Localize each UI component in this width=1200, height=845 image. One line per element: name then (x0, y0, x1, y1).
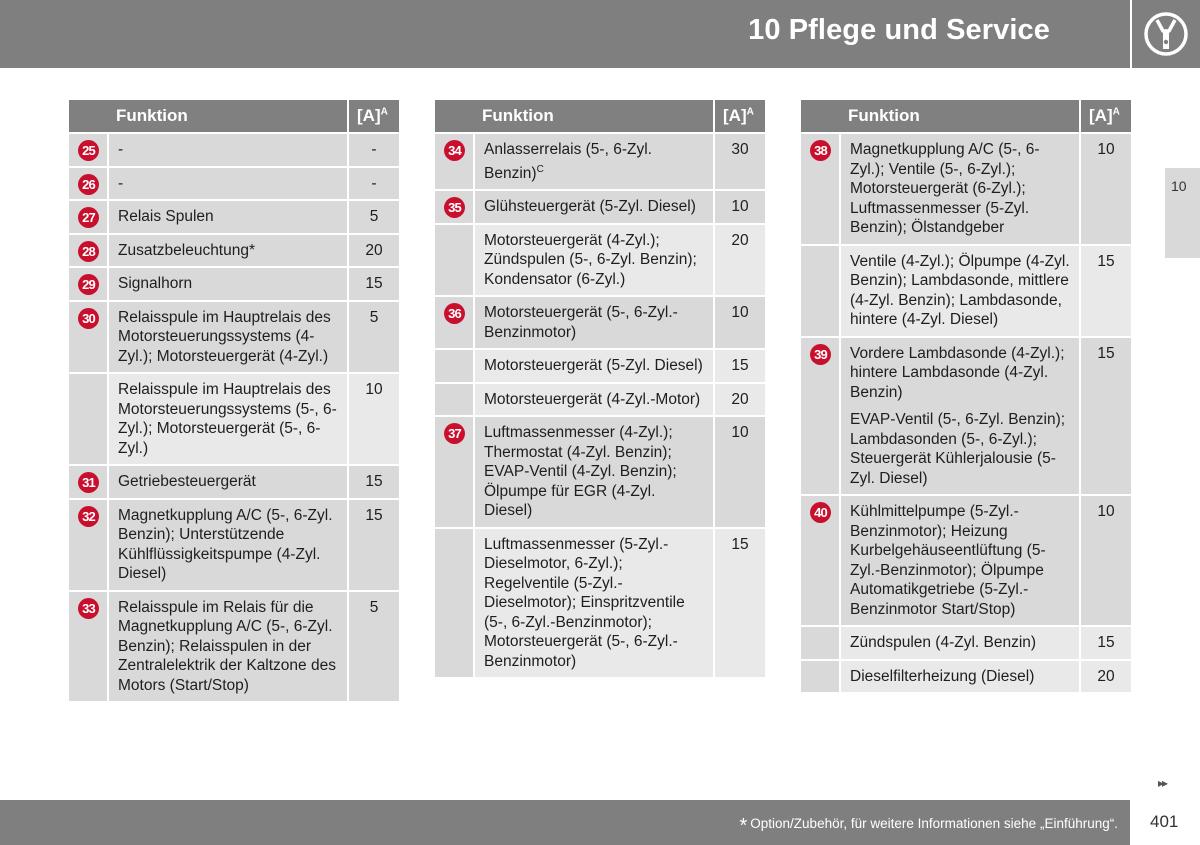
table-row (69, 500, 399, 590)
fuse-function: Motorsteuergerät (4-Zyl.); Zündspulen (5-, 6-Zyl. Benzin); Kondensator (6-Zyl.) (473, 225, 713, 296)
fuse-number-badge: 27 (78, 207, 99, 228)
fuse-amps: 20 (713, 384, 765, 416)
table-row (69, 592, 399, 702)
fuse-function: Luftmassenmesser (5-Zyl.-Dieselmotor, 6-Zyl.); Regelventile (5-Zyl.-Dieselmotor); Einspritzventile (5-, 6-Zyl.-Benzinmotor); Motorsteuergerät (5-, 6-Zyl.-Benzinmotor) (473, 529, 713, 678)
page-number: 401 (1150, 812, 1179, 831)
fuse-function: Kühlmittelpumpe (5-Zyl.-Benzinmotor); Heizung Kurbelgehäuseentlüftung (5-Zyl.-Benzinmotor); Ölpumpe Automatikgetriebe (5-Zyl.-Benzinmotor Start/Stop) (839, 496, 1079, 625)
fuse-amps: 5 (347, 592, 399, 702)
fuse-amps: - (347, 168, 399, 200)
fuse-amps: 15 (1079, 338, 1131, 495)
table-row (69, 268, 399, 300)
fuse-amps: 20 (713, 225, 765, 296)
fuse-amps: 15 (347, 500, 399, 590)
header-amps: $[A]^A$ (347, 100, 399, 132)
fuse-function: Glühsteuergerät (5-Zyl. Diesel) (473, 191, 713, 223)
fuse-function: Signalhorn (107, 268, 347, 300)
fuse-amps: 20 (347, 235, 399, 267)
table-row (435, 297, 765, 348)
fuse-amps: 20 (1079, 661, 1131, 693)
header-function: Funktion (839, 100, 1079, 132)
fuse-number-badge: 32 (78, 506, 99, 527)
footnote-marker: C (536, 163, 544, 175)
fuse-number-badge: 28 (78, 241, 99, 262)
fuse-number-badge: 30 (78, 308, 99, 329)
fuse-amps: 15 (1079, 627, 1131, 659)
fuse-amps: 15 (347, 466, 399, 498)
footer-bar (0, 800, 1130, 845)
wrench-gear-icon (1143, 11, 1189, 57)
table-row (801, 246, 1131, 336)
table-row (69, 168, 399, 200)
fuse-function: Luftmassenmesser (4-Zyl.); Thermostat (4-Zyl. Benzin); EVAP-Ventil (4-Zyl. Benzin); Ölpumpe für EGR (4-Zyl. Diesel) (473, 417, 713, 527)
header-number (435, 100, 473, 132)
fuse-function: Relaisspule im Hauptrelais des Motorsteuerungssystems (5-, 6-Zyl.); Motorsteuergerät (5-, 6-Zyl.) (107, 374, 347, 464)
table-row (435, 529, 765, 678)
fuse-amps: 15 (347, 268, 399, 300)
fuse-amps: 10 (713, 297, 765, 348)
table-row (69, 134, 399, 166)
fuse-number-badge: 39 (810, 344, 831, 365)
fuse-function: Anlasserrelais (5-, 6-Zyl. Benzin)$^C$ (473, 134, 713, 189)
fuse-table-2 (435, 98, 765, 679)
header-number (69, 100, 107, 132)
fuse-amps: 10 (713, 191, 765, 223)
fuse-function: Magnetkupplung A/C (5-, 6-Zyl. Benzin); Unterstützende Kühlflüssigkeitspumpe (4-Zyl. Diesel) (107, 500, 347, 590)
fuse-function: Vordere Lambdasonde (4-Zyl.); hintere Lambdasonde (4-Zyl. Benzin) EVAP-Ventil (5-, 6-Zyl. Benzin); Lambdasonden (5-, 6-Zyl.); Steuergerät Kühlerjalousie (5-Zyl. Diesel) (839, 338, 1079, 495)
table-row (801, 661, 1131, 693)
header-amps: $[A]^A$ (1079, 100, 1131, 132)
table-row (69, 466, 399, 498)
fuse-number-badge: 35 (444, 197, 465, 218)
table-row (435, 191, 765, 223)
fuse-function: Dieselfilterheizung (Diesel) (839, 661, 1079, 693)
fuse-function: Ventile (4-Zyl.); Ölpumpe (4-Zyl. Benzin); Lambdasonde, mittlere (4-Zyl. Benzin); Lambdasonde, hintere (4-Zyl. Diesel) (839, 246, 1079, 336)
fuse-amps: - (347, 134, 399, 166)
fuse-amps: 10 (347, 374, 399, 464)
table-row (69, 374, 399, 464)
fuse-amps: 5 (347, 302, 399, 373)
fuse-function: Relais Spulen (107, 201, 347, 233)
fuse-amps: 15 (713, 350, 765, 382)
header-amps: $[A]^A$ (713, 100, 765, 132)
table-row (69, 201, 399, 233)
continue-arrow-icon: ▸▸ (1158, 776, 1167, 790)
fuse-function: Motorsteuergerät (5-Zyl. Diesel) (473, 350, 713, 382)
fuse-function: Magnetkupplung A/C (5-, 6-Zyl.); Ventile (5-, 6-Zyl.); Motorsteuergerät (6-Zyl.); Luftmassenmesser (5-Zyl. Benzin); Ölstandgeber (839, 134, 1079, 244)
fuse-number-badge: 40 (810, 502, 831, 523)
footnote-star: * (739, 815, 748, 837)
header-function: Funktion (107, 100, 347, 132)
table-row (435, 350, 765, 382)
fuse-amps: 10 (713, 417, 765, 527)
fuse-amps: 5 (347, 201, 399, 233)
fuse-table-1 (69, 98, 399, 703)
fuse-amps: 10 (1079, 134, 1131, 244)
fuse-function: Zusatzbeleuchtung* (107, 235, 347, 267)
fuse-function: - (107, 168, 347, 200)
fuse-number-badge: 36 (444, 303, 465, 324)
header-function: Funktion (473, 100, 713, 132)
fuse-amps: 15 (1079, 246, 1131, 336)
footnote-text: Option/Zubehör, für weitere Informationen siehe „Einführung“. (750, 816, 1118, 831)
chapter-icon-box (1132, 0, 1200, 68)
header-number (801, 100, 839, 132)
fuse-table-3 (801, 98, 1131, 694)
fuse-number-badge: 33 (78, 598, 99, 619)
fuse-function: - (107, 134, 347, 166)
fuse-function: Motorsteuergerät (5-, 6-Zyl.-Benzinmotor) (473, 297, 713, 348)
fuse-number-badge: 38 (810, 140, 831, 161)
fuse-amps: 10 (1079, 496, 1131, 625)
table-row (801, 496, 1131, 625)
table-row (801, 338, 1131, 495)
side-tab-label: 10 (1171, 178, 1187, 194)
fuse-function: Getriebesteuergerät (107, 466, 347, 498)
chapter-title: 10 Pflege und Service (748, 14, 1050, 46)
footnote (739, 815, 1118, 838)
fuse-number-badge: 31 (78, 472, 99, 493)
fuse-number-badge: 34 (444, 140, 465, 161)
table-row (69, 302, 399, 373)
table-row (435, 225, 765, 296)
fuse-number-badge: 26 (78, 174, 99, 195)
chapter-side-tab[interactable] (1165, 168, 1200, 258)
fuse-amps: 15 (713, 529, 765, 678)
table-row (435, 384, 765, 416)
fuse-function: Relaisspule im Hauptrelais des Motorsteuerungssystems (4-Zyl.); Motorsteuergerät (4-Zyl.) (107, 302, 347, 373)
fuse-function: Zündspulen (4-Zyl. Benzin) (839, 627, 1079, 659)
fuse-amps: 30 (713, 134, 765, 189)
table-row (435, 417, 765, 527)
header-bar (0, 0, 1130, 68)
fuse-function: Motorsteuergerät (4-Zyl.-Motor) (473, 384, 713, 416)
table-row (435, 134, 765, 189)
table-row (801, 134, 1131, 244)
fuse-number-badge: 29 (78, 274, 99, 295)
table-row (69, 235, 399, 267)
table-row (801, 627, 1131, 659)
fuse-number-badge: 25 (78, 140, 99, 161)
fuse-number-badge: 37 (444, 423, 465, 444)
fuse-function: Relaisspule im Relais für die Magnetkupplung A/C (5-, 6-Zyl. Benzin); Relaisspulen in der Zentralelektrik der Kaltzone des Motors (Start/Stop) (107, 592, 347, 702)
